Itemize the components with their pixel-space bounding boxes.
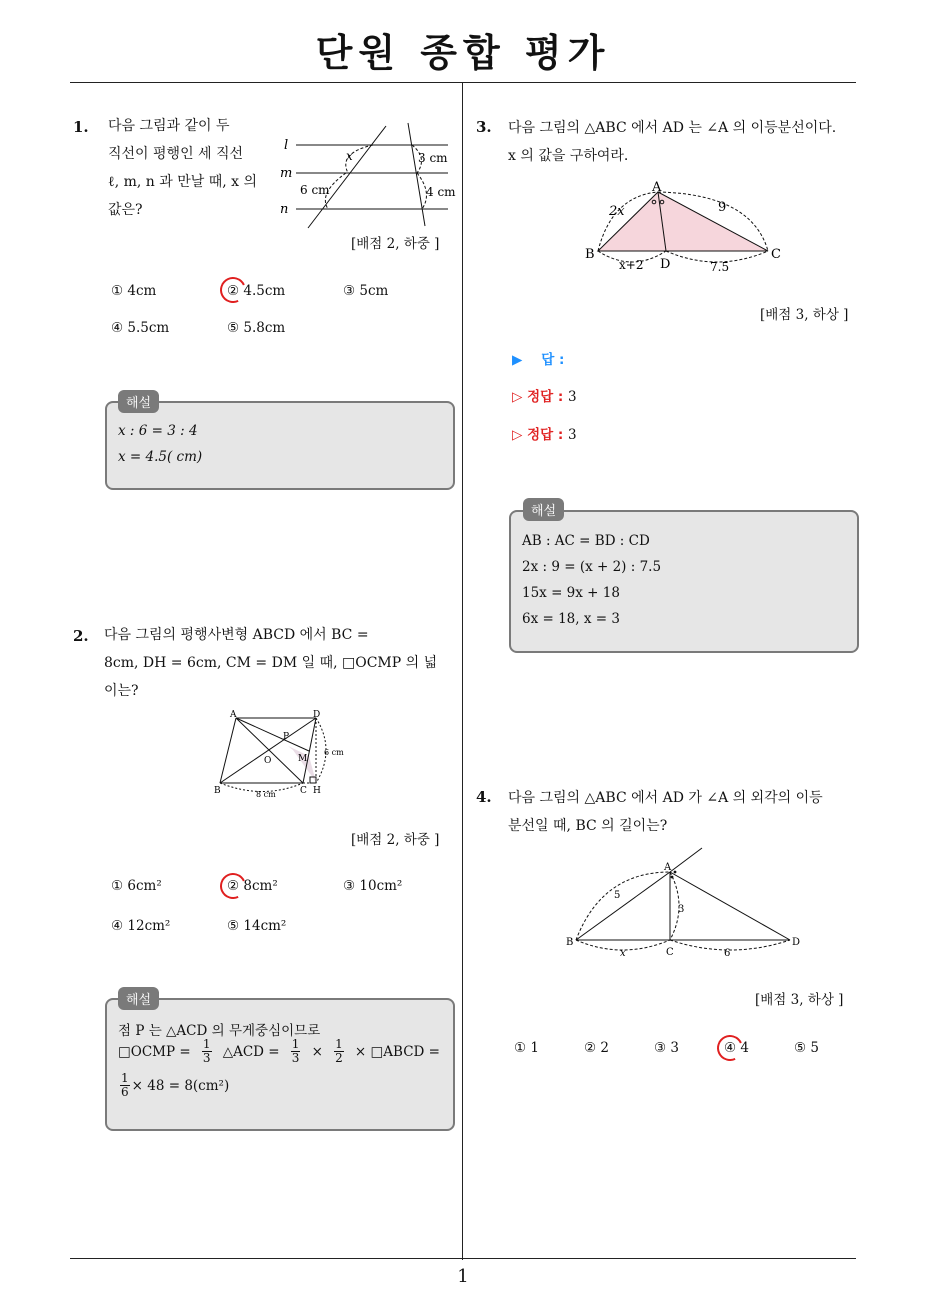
q3-fig-x2: x+2 xyxy=(619,258,644,272)
q1-fig-4cm: 4 cm xyxy=(426,185,456,199)
fraction-numerator: 1 xyxy=(202,1037,211,1051)
q2-sol-text: × □ABCD = xyxy=(354,1043,440,1060)
q2-fig-A: A xyxy=(230,710,237,720)
q1-fig-l: l xyxy=(284,138,289,153)
q2-sol-text: △ACD = xyxy=(222,1043,280,1060)
q4-choice-3[interactable]: ③ 3 xyxy=(654,1040,679,1056)
fraction-denominator: 3 xyxy=(202,1051,211,1065)
q4-text-line: 다음 그림의 △ABC 에서 AD 가 ∠A 의 외각의 이등 xyxy=(508,790,823,806)
q3-fig-2x: 2x xyxy=(609,204,625,219)
q4-choice-2[interactable]: ② 2 xyxy=(584,1040,609,1056)
top-rule xyxy=(70,82,856,83)
q2-solution-line-1: 점 P 는 △ACD 의 무게중심이므로 xyxy=(118,1023,321,1039)
q3-correct-row-2 xyxy=(512,423,577,443)
page-title: 단원 종합 평가 xyxy=(315,31,611,75)
q3-correct-label: 정답 : xyxy=(527,427,564,443)
q4-figure xyxy=(562,842,810,962)
q2-fig-O: O xyxy=(264,756,272,766)
q2-number: 2. xyxy=(73,627,89,645)
q3-text xyxy=(508,114,868,170)
q2-choice-4[interactable]: ④ 12cm² xyxy=(111,918,171,934)
q3-answer-label: 답 : xyxy=(541,352,565,368)
q3-correct-row-1 xyxy=(512,385,577,405)
q1-solution-tag: 해설 xyxy=(118,390,159,413)
q1-fig-n: n xyxy=(280,202,289,217)
q1-solution-box xyxy=(105,401,455,490)
fraction-denominator: 6 xyxy=(121,1085,129,1099)
q2-fig-M: M xyxy=(298,754,308,764)
q2-text-line: 다음 그림의 평행사변형 ABCD 에서 BC = xyxy=(104,627,369,643)
q3-solution-line: AB : AC = BD : CD xyxy=(522,533,650,549)
q2-fig-H: H xyxy=(313,786,321,796)
q2-solution-line-2 xyxy=(118,1038,440,1065)
q3-fig-C: C xyxy=(771,247,781,262)
q1-text xyxy=(108,112,258,224)
q4-score: [배점 3, 하상 ] xyxy=(755,992,844,1008)
q3-score: [배점 3, 하상 ] xyxy=(760,307,849,323)
q3-solution-line: 15x = 9x + 18 xyxy=(522,585,620,601)
q3-number: 3. xyxy=(476,118,492,136)
q2-fig-6cm: 6 cm xyxy=(324,748,344,757)
q1-text-line: 값은? xyxy=(108,202,143,218)
q2-text-line: 8cm, DH = 6cm, CM = DM 일 때, □OCMP 의 넓 xyxy=(104,655,438,671)
q4-fig-6: 6 xyxy=(724,948,731,959)
q1-score: [배점 2, 하중 ] xyxy=(351,236,440,252)
q2-choice-1[interactable]: ① 6cm² xyxy=(111,878,162,894)
q3-correct-label: 정답 : xyxy=(527,389,564,405)
q1-solution-line: x = 4.5( cm) xyxy=(118,449,203,465)
q4-choice-1[interactable]: ① 1 xyxy=(514,1040,539,1056)
q2-figure xyxy=(208,708,358,800)
q2-solution-line-3 xyxy=(118,1072,229,1099)
q4-fig-C: C xyxy=(666,947,674,958)
q4-fig-A: A xyxy=(664,862,672,873)
q2-fig-8cm: 8 cm xyxy=(256,790,276,799)
q3-answer-row[interactable] xyxy=(512,348,564,368)
q3-fig-B: B xyxy=(585,247,595,262)
q1-number: 1. xyxy=(73,118,89,136)
q1-answer-mark xyxy=(216,273,249,306)
q1-choice-5[interactable]: ⑤ 5.8cm xyxy=(227,320,286,336)
q4-answer-mark xyxy=(713,1031,746,1064)
q2-choice-5[interactable]: ⑤ 14cm² xyxy=(227,918,287,934)
fraction-numerator: 1 xyxy=(121,1071,129,1085)
q4-fig-5: 5 xyxy=(614,890,621,901)
q2-fig-P: P xyxy=(283,732,290,742)
q1-text-line: 직선이 평행인 세 직선 xyxy=(108,146,244,162)
q4-fig-3: 3 xyxy=(678,904,685,915)
q3-text-line: x 의 값을 구하여라. xyxy=(508,148,629,164)
q3-fig-A: A xyxy=(652,180,662,195)
q2-sol-text: × 48 = 8(cm²) xyxy=(131,1077,230,1094)
q2-fig-D: D xyxy=(313,710,321,720)
column-divider xyxy=(462,83,463,1260)
q2-text-line: 이는? xyxy=(104,683,139,699)
q2-fraction xyxy=(291,1038,301,1065)
q3-solution-tag: 해설 xyxy=(523,498,564,521)
q3-figure xyxy=(582,178,792,276)
q2-fig-B: B xyxy=(214,786,221,796)
q1-solution-line: x : 6 = 3 : 4 xyxy=(118,423,198,439)
q2-score: [배점 2, 하중 ] xyxy=(351,832,440,848)
q3-correct-value: 3 xyxy=(567,389,577,405)
bottom-rule xyxy=(70,1258,856,1259)
q3-solution-box xyxy=(509,510,859,653)
q1-figure xyxy=(278,118,458,230)
fraction-numerator: 1 xyxy=(291,1037,300,1051)
q3-correct-value: 3 xyxy=(567,427,577,443)
triangle-outline-icon: ▷ xyxy=(512,389,523,405)
q1-choice-1[interactable]: ① 4cm xyxy=(111,283,157,299)
q3-solution-line: 2x : 9 = (x + 2) : 7.5 xyxy=(522,559,662,575)
q1-text-line: ℓ, m, n 과 만날 때, x 의 xyxy=(108,174,258,190)
q2-solution-tag: 해설 xyxy=(118,987,159,1010)
q2-fig-C: C xyxy=(300,786,307,796)
q4-number: 4. xyxy=(476,788,492,806)
q4-choice-4[interactable]: ④ 4 xyxy=(724,1040,749,1056)
page-number: 1 xyxy=(457,1266,469,1287)
q1-choice-2[interactable]: ② 4.5cm xyxy=(227,283,286,299)
q1-text-line: 다음 그림과 같이 두 xyxy=(108,118,230,134)
q2-answer-mark xyxy=(216,869,249,902)
q3-fig-75: 7.5 xyxy=(710,260,730,274)
q2-fraction xyxy=(202,1038,212,1065)
q4-fig-x: x xyxy=(620,948,626,959)
q3-fig-D: D xyxy=(660,257,671,272)
q1-choice-4[interactable]: ④ 5.5cm xyxy=(111,320,170,336)
q2-fraction xyxy=(120,1072,130,1099)
q2-sol-text: □OCMP = xyxy=(118,1043,191,1060)
q4-text xyxy=(508,784,868,840)
q2-text xyxy=(104,621,454,705)
fraction-numerator: 1 xyxy=(335,1037,343,1051)
q3-fig-9: 9 xyxy=(718,200,727,215)
fraction-denominator: 3 xyxy=(291,1051,300,1065)
q2-choice-3[interactable]: ③ 10cm² xyxy=(343,878,403,894)
q1-fig-6cm: 6 cm xyxy=(300,183,330,197)
q2-choice-2[interactable]: ② 8cm² xyxy=(227,878,278,894)
q1-fig-x: x xyxy=(346,149,353,163)
q2-fraction xyxy=(334,1038,344,1065)
q1-fig-m: m xyxy=(280,166,293,181)
q4-choice-5[interactable]: ⑤ 5 xyxy=(794,1040,819,1056)
play-icon: ▶ xyxy=(512,352,523,368)
q3-text-line: 다음 그림의 △ABC 에서 AD 는 ∠A 의 이등분선이다. xyxy=(508,120,837,136)
q1-choice-3[interactable]: ③ 5cm xyxy=(343,283,389,299)
q3-solution-line: 6x = 18, x = 3 xyxy=(522,611,620,627)
q4-fig-D: D xyxy=(792,937,801,948)
q1-fig-3cm: 3 cm xyxy=(418,151,448,165)
q4-fig-B: B xyxy=(566,937,574,948)
fraction-denominator: 2 xyxy=(335,1051,343,1065)
q2-sol-text: × xyxy=(311,1043,323,1060)
q4-text-line: 분선일 때, BC 의 길이는? xyxy=(508,818,668,834)
triangle-outline-icon: ▷ xyxy=(512,427,523,443)
